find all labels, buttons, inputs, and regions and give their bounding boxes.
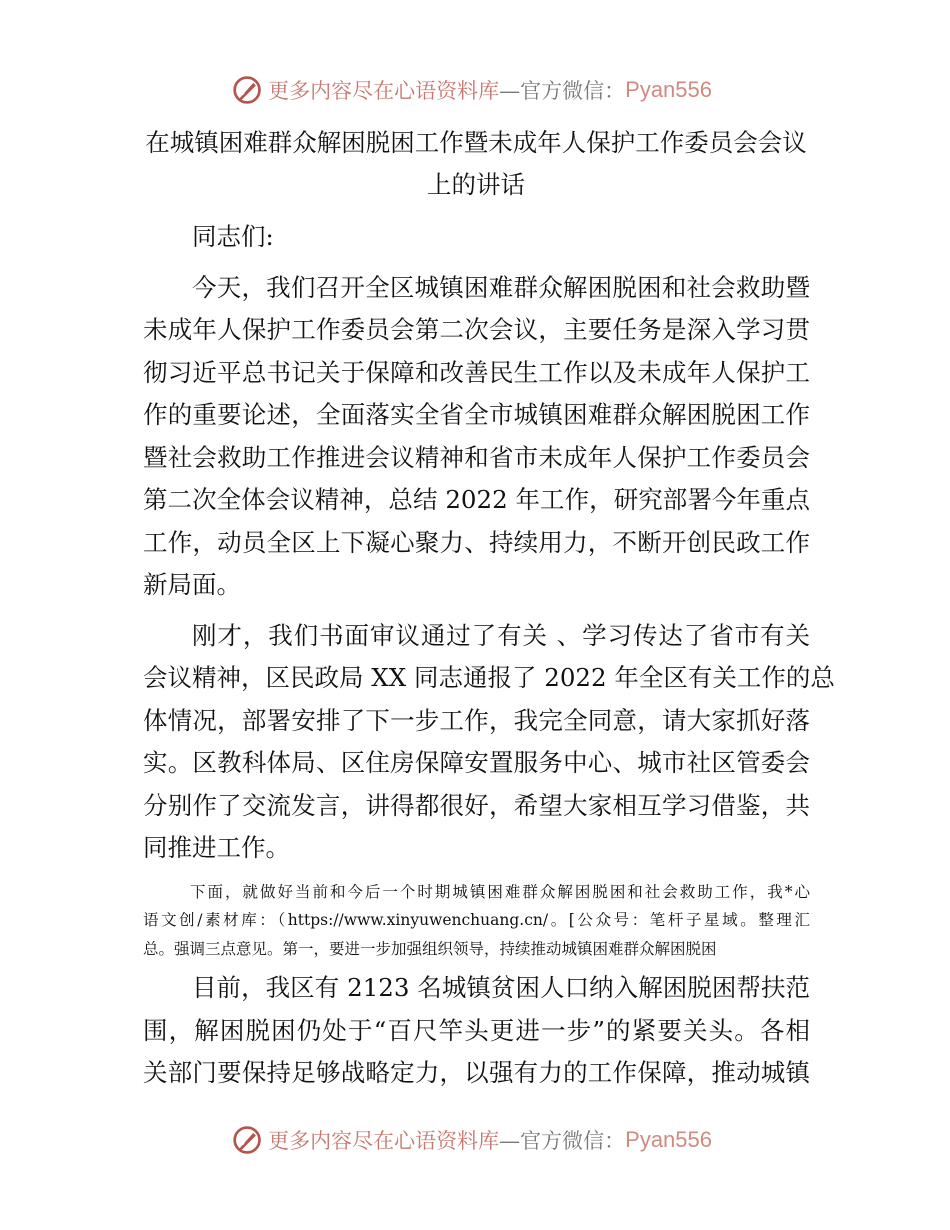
paragraph-line: 下面，就做好当前和今后一个时期城镇困难群众解困脱困和社会救助工作，我*心 bbox=[190, 882, 810, 901]
paragraph-line: 工作，动员全区上下凝心聚力、持续用力，不断开创民政工作 bbox=[143, 527, 810, 557]
document-body bbox=[143, 216, 835, 1095]
paragraph-line: 同推进工作。 bbox=[143, 833, 290, 862]
quill-pen-logo-icon bbox=[232, 1123, 262, 1157]
paragraph-line: 会议精神，区民政局 XX 同志通报了 2022 年全区有关工作的总 bbox=[143, 663, 835, 692]
paragraph-line: 目前，我区有 2123 名城镇贫困人口纳入解困脱困帮扶范 bbox=[192, 973, 810, 1002]
paragraph-line: 分别作了交流发言，讲得都很好，希望大家相互学习借鉴，共 bbox=[143, 790, 810, 820]
paragraph-line: 今天，我们召开全区城镇困难群众解困脱困和社会救助暨 bbox=[192, 272, 810, 302]
paragraph bbox=[143, 615, 835, 870]
document-title bbox=[140, 122, 812, 206]
paragraph bbox=[143, 267, 810, 607]
paragraph-line: 暨社会救助工作推进会议精神和省市未成年人保护工作委员会 bbox=[143, 442, 810, 472]
paragraph-line: 未成年人保护工作委员会第二次会议，主要任务是深入学习贯 bbox=[143, 315, 810, 344]
paragraph-line: 语文创/素材库：（https://www.xinyuwenchuang.cn/。[公众号：笔杆子星域。整理汇 bbox=[143, 911, 810, 929]
paragraph-line: 新局面。 bbox=[143, 570, 241, 599]
paragraph bbox=[143, 967, 810, 1095]
title-line: 在城镇困难群众解困脱困工作暨未成年人保护工作委员会会议 bbox=[145, 128, 807, 157]
salutation: 同志们: bbox=[192, 222, 274, 251]
paragraph-line: 围，解困脱困仍处于“百尺竿头更进一步”的紧要关头。各相 bbox=[143, 1015, 810, 1045]
banner-wechat-label: —官方微信： bbox=[499, 1129, 626, 1153]
paragraph-line: 总。强调三点意见。第一，要进一步加强组织领导，持续推动城镇困难群众解困脱困 bbox=[143, 939, 717, 958]
paragraph-line: 刚才，我们书面审议通过了有关 、学习传达了省市有关 bbox=[192, 620, 810, 650]
paragraph-line: 关部门要保持足够战略定力，以强有力的工作保障，推动城镇 bbox=[143, 1058, 810, 1087]
footer-banner bbox=[232, 1120, 712, 1160]
paragraph-line: 彻习近平总书记关于保障和改善民生工作以及未成年人保护工 bbox=[143, 357, 810, 387]
header-banner bbox=[232, 70, 712, 110]
paragraph-line: 实。区教科体局、区住房保障安置服务中心、城市社区管委会 bbox=[143, 748, 810, 777]
small-paragraph bbox=[143, 878, 810, 964]
paragraph-line: 体情况，部署安排了下一步工作，我完全同意，请大家抓好落 bbox=[143, 705, 810, 735]
banner-wechat-id: Pyan556 bbox=[625, 1127, 712, 1152]
title-line: 上的讲话 bbox=[427, 170, 525, 199]
banner-text: 更多内容尽在心语资料库 bbox=[268, 1129, 500, 1153]
banner-wechat-id: Pyan556 bbox=[625, 77, 712, 102]
banner-text: 更多内容尽在心语资料库 bbox=[268, 79, 500, 103]
paragraph-line: 作的重要论述，全面落实全省全市城镇困难群众解困脱困工作 bbox=[143, 400, 810, 429]
quill-pen-logo-icon bbox=[232, 73, 262, 107]
paragraph-line: 第二次全体会议精神，总结 2022 年工作，研究部署今年重点 bbox=[143, 485, 810, 514]
banner-wechat-label: —官方微信： bbox=[499, 79, 626, 103]
